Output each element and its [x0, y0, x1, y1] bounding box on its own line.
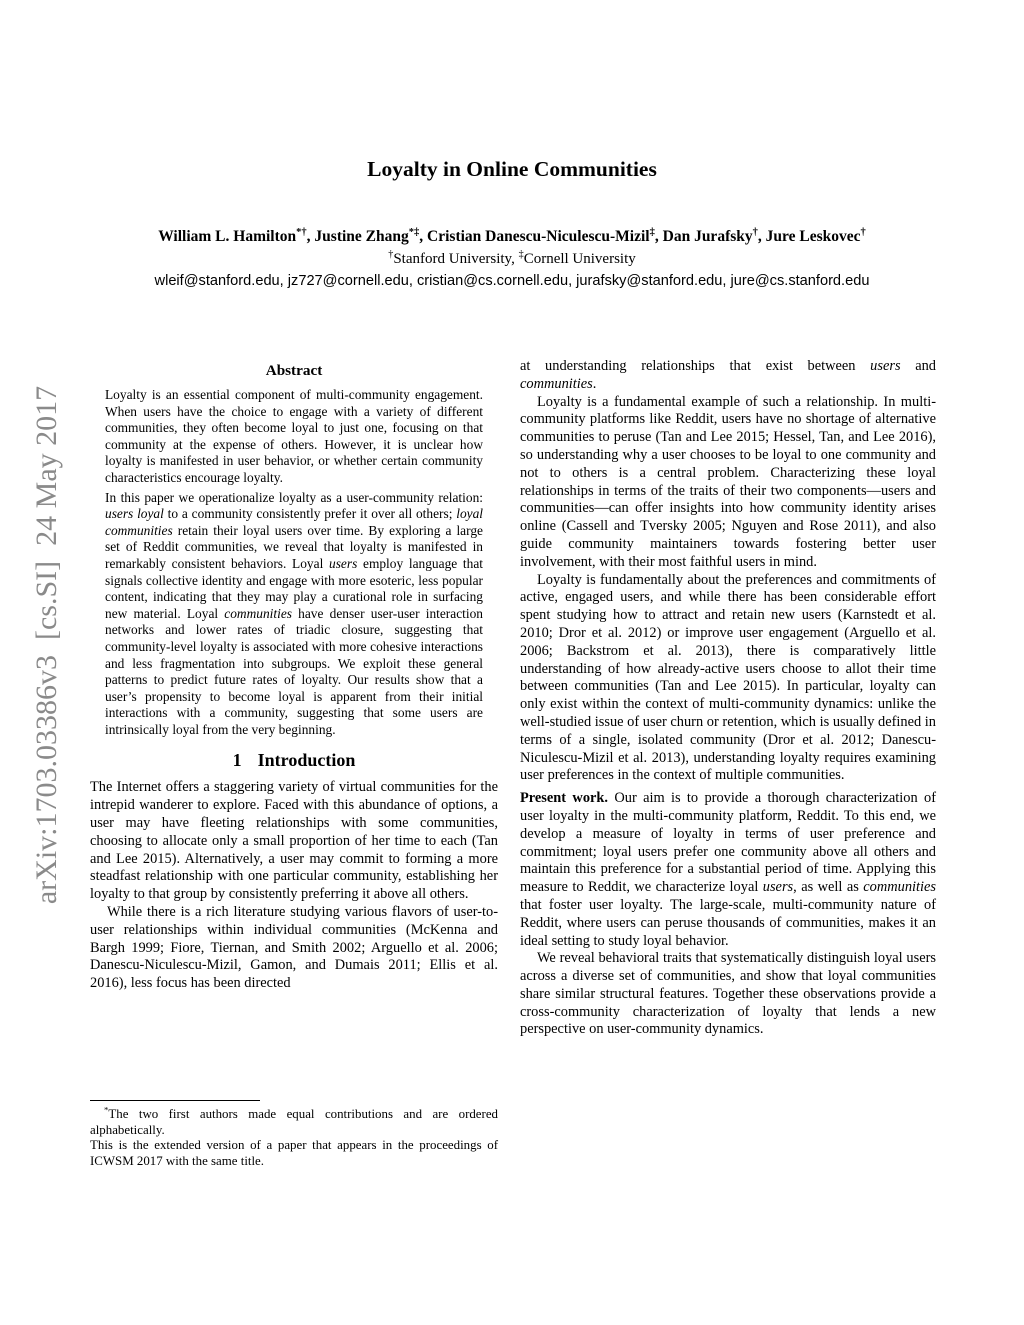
text-run: The two first authors made equal contributions and are ordered alphabetically.: [90, 1107, 498, 1137]
text-run: Cristian Danescu-Niculescu-Mizil: [427, 228, 650, 245]
text-run: ‡: [518, 249, 524, 260]
affiliation-line: [0, 249, 1024, 269]
text-run: employ language that signals collective identity and engage with more esoteric, less popular content, indicating that they may play a curational role in surfacing new material. Loyal: [105, 555, 484, 621]
footnote-rule: [90, 1100, 260, 1101]
text-run: users loyal: [105, 506, 164, 522]
text-run: .: [592, 375, 597, 392]
paper-title: Loyalty in Online Communities: [367, 157, 657, 181]
text-run: *‡: [408, 226, 420, 238]
text-run: ‡: [649, 226, 655, 238]
text-run: In this paper we operationalize loyalty as a user-community relation:: [105, 489, 483, 505]
text-run: at understanding relationships that exist between: [520, 358, 871, 374]
text-run: We reveal behavioral traits that systematically distinguish loyal users across a diverse set of communities, and show that loyal communities share similar structural features. Together these observations provide a cross-community characterization of loyalty that lends a new perspective on user-community dynamics.: [520, 950, 936, 1038]
text-run: that foster user loyalty. The large-scale, multi-community nature of Reddit, where users can peruse thousands of communities, makes it an ideal setting to study loyal behavior.: [520, 896, 936, 949]
text-run: This is the extended version of a paper that appears in the proceedings of ICWSM 2017 with the same title.: [90, 1138, 498, 1169]
paragraph: [105, 387, 483, 487]
text-run: communities: [863, 879, 936, 896]
text-run: *: [104, 1104, 109, 1115]
text-run: †: [860, 226, 866, 238]
text-run: William L. Hamilton: [158, 228, 297, 245]
text-run: Loyalty is an essential component of multi-community engagement. When users have the choice to engage with a variety of different communities, they often become loyal to just one, focusing on that community at the expense of others. However, it is unclear how loyalty is manifested in user behavior, or whether certain community characteristics encourage loyalty.: [105, 387, 483, 485]
text-run: communities: [224, 605, 292, 621]
paragraph: [520, 394, 936, 572]
text-run: loyal communities: [105, 506, 483, 538]
paragraph: [90, 1138, 498, 1169]
text-run: to a community consistently prefer it over all others;: [163, 506, 457, 522]
text-run: and: [900, 358, 936, 374]
section-number: 1: [232, 750, 242, 771]
text-run: , as well as: [793, 879, 864, 896]
text-run: users: [870, 358, 901, 374]
introduction-body: [90, 779, 498, 993]
text-run: *†: [296, 226, 307, 238]
text-run: The Internet offers a staggering variety of virtual communities for the intrepid wanderer to explore. Faced with this abundance of options, a user may have fleeting relationships with some communities, choosing to allocate only a small proportion of her time to each (Tan and Lee 2015). Alternatively, a user may commit to forming a more steadfast relationship with one particular community, establishing her loyalty to that group by consistently preferring it above all others.: [90, 779, 498, 903]
text-run: Cornell University: [523, 251, 636, 267]
paragraph: [520, 790, 936, 950]
text-run: Loyalty is a fundamental example of such a relationship. In multi-community platforms like Reddit, users have no shortage of alternative communities to peruse (Tan and Lee 2015; Hessel, Tan, and Lee 2016), so understanding why a user chooses to be loyal to one community and not to others is a central problem. Characterizing these loyal relationships in terms of the traits of their two components—users and communities—can offer insights into how community identity arises online (Cassell and Tversky 2005; Nguyen and Rose 2011), and also guide community maintainers towards fostering better user involvement, with their most faithful users in mind.: [520, 393, 936, 570]
text-run: ,: [419, 228, 428, 245]
emails-line: wleif@stanford.edu, jz727@cornell.edu, cristian@cs.cornell.edu, jurafsky@stanford.edu, jure@cs.stanford.edu: [154, 273, 870, 289]
text-run: communities: [520, 375, 593, 392]
authors-line: [0, 226, 1024, 247]
left-column: [90, 358, 498, 993]
text-run: retain their loyal users over time. By exploring a large set of Reddit communities, we reveal that loyalty is manifested in remarkably consistent behaviors. Loyal: [105, 522, 483, 571]
text-run: users: [762, 879, 794, 896]
text-run: have denser user-user interaction networks and lower rates of triadic closure, suggesting that community-level loyalty is associated with more cohesive interactions and less fragmentation into subgroups. We exploit these general patterns to predict future rates of loyalty. Our results show that a user’s propensity to become loyal is apparent from their initial interactions with a community, suggesting that some users are intrinsically loyal from the very beginning.: [105, 605, 483, 737]
arxiv-watermark: arXiv:1703.03386v3 [cs.SI] 24 May 2017: [30, 385, 63, 905]
footnote-body: [90, 1104, 498, 1170]
paragraph: [520, 950, 936, 1039]
text-run: users: [329, 555, 358, 571]
text-run: Loyalty is fundamentally about the preferences and commitments of active, engaged users, and while there has been considerable effort spent studying how to attract and retain new users (Karnstedt et al. 2010; Dror et al. 2012) or improve user engagement (Arguello et al. 2006; Backstrom et al. 2013), there is comparatively little understanding of how already-active users choose to allot their time between communities (Tan and Lee 2015). In particular, loyalty can only exist within the context of multi-community dynamics: unlike the well-studied issue of user churn or retention, which is usually defined in terms of a single, isolated community (Dror et al. 2012; Danescu-Niculescu-Mizil et al. 2013), understanding loyalty requires examining user preferences in the context of multiple communities.: [520, 571, 936, 784]
abstract-body: [90, 387, 498, 738]
text-run: Present work.: [520, 790, 609, 807]
right-column: [520, 358, 936, 1039]
paragraph: [105, 490, 483, 739]
text-run: Justine Zhang: [314, 228, 409, 245]
abstract-heading: Abstract: [265, 362, 323, 379]
paper-header: [0, 157, 1024, 291]
paragraph: [90, 1104, 498, 1138]
text-run: ,: [306, 228, 315, 245]
paragraph: [520, 358, 936, 394]
paragraph: [520, 572, 936, 786]
paragraph: [90, 779, 498, 904]
section-label: Introduction: [257, 750, 356, 771]
text-run: ,: [757, 228, 766, 245]
footnote: [90, 1100, 498, 1170]
text-run: †: [388, 249, 394, 260]
text-run: Dan Jurafsky: [662, 228, 753, 245]
section-heading-introduction: [90, 750, 498, 771]
text-run: ,: [654, 228, 663, 245]
text-run: †: [752, 226, 758, 238]
text-run: Our aim is to provide a thorough characterization of user loyalty in the multi-community platform, Reddit. To this end, we develop a measure of loyalty in terms of user preference and commitment; loyal users prefer one community above all others and maintain this preference for a substantial period of time. Applying this measure to Reddit, we characterize loyal: [520, 790, 936, 896]
text-run: While there is a rich literature studying various flavors of user-to-user relationships within individual communities (McKenna and Bargh 1999; Fiore, Tiernan, and Smith 2002; Arguello et al. 2006; Danescu-Niculescu-Mizil, Gamon, and Dumais 2011; Ellis et al. 2016), less focus has been directed: [90, 904, 498, 992]
paragraph: [90, 904, 498, 993]
text-run: Stanford University,: [393, 251, 519, 267]
text-run: Jure Leskovec: [765, 228, 861, 245]
